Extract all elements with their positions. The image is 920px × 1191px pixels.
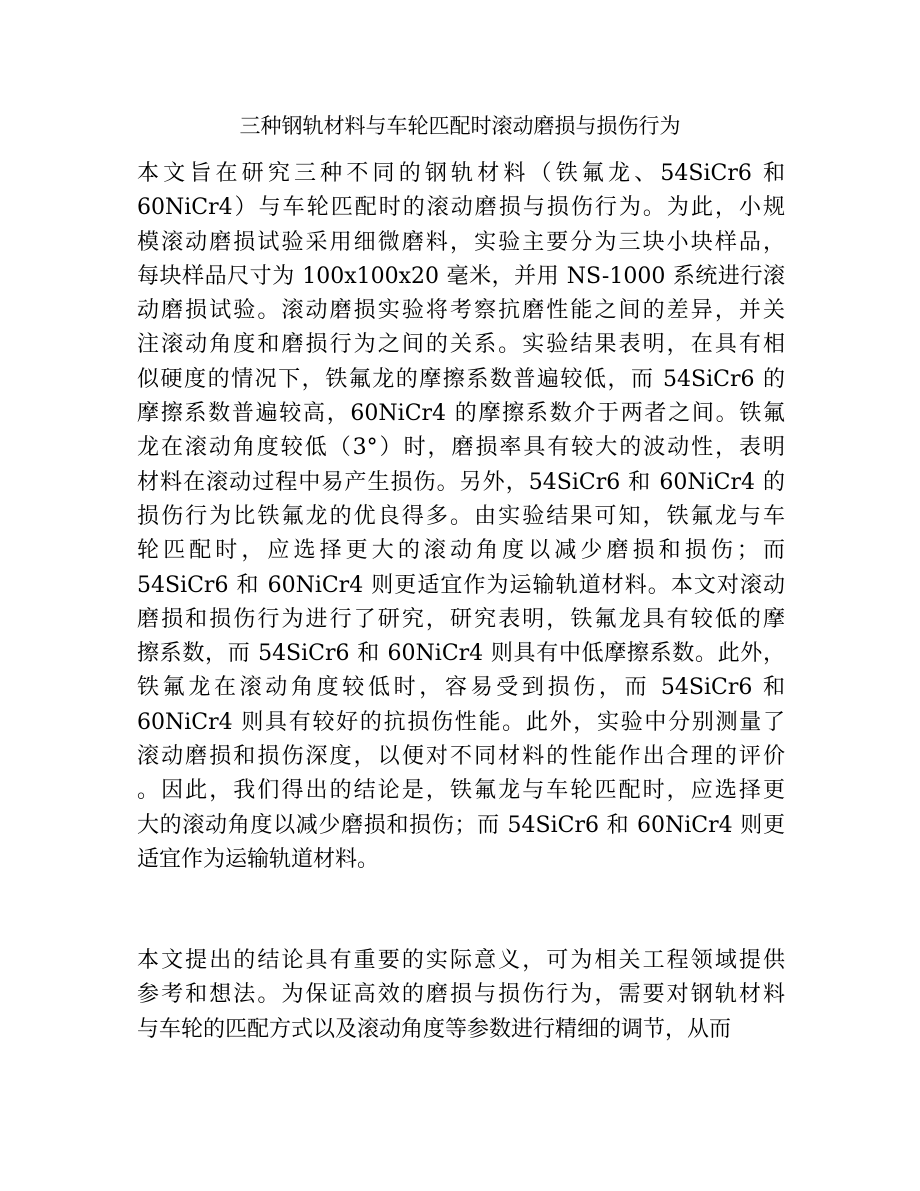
- paragraph-line: 注滚动角度和磨损行为之间的关系。实验结果表明，在具有相: [137, 332, 785, 358]
- body-paragraph-1: [137, 157, 785, 877]
- paragraph-line: 磨损和损伤行为进行了研究，研究表明，铁氟龙具有较低的摩: [137, 606, 785, 632]
- paragraph-line: 每块样品尺寸为 100x100x20 毫米，并用 NS-1000 系统进行滚: [137, 263, 785, 289]
- paragraph-line: 擦系数，而 54SiCr6 和 60NiCr4 则具有中低摩擦系数。此外，: [137, 641, 785, 667]
- body-paragraph-2: [137, 944, 785, 1047]
- paragraph-line: 模滚动磨损试验采用细微磨料，实验主要分为三块小块样品，: [137, 229, 785, 255]
- paragraph-line: 。因此，我们得出的结论是，铁氟龙与车轮匹配时，应选择更: [137, 778, 785, 804]
- paragraph-line: 适宜作为运输轨道材料。: [137, 846, 380, 872]
- paragraph-line: 54SiCr6 和 60NiCr4 则更适宜作为运输轨道材料。本文对滚动: [137, 572, 785, 598]
- paragraph-line: 铁氟龙在滚动角度较低时，容易受到损伤，而 54SiCr6 和: [137, 675, 785, 701]
- document-title: 三种钢轨材料与车轮匹配时滚动磨损与损伤行为: [239, 114, 681, 138]
- paragraph-line: 摩擦系数普遍较高，60NiCr4 的摩擦系数介于两者之间。铁氟: [137, 401, 785, 427]
- paragraph-line: 60NiCr4 则具有较好的抗损伤性能。此外，实验中分别测量了: [137, 709, 785, 735]
- paragraph-line: 本文提出的结论具有重要的实际意义，可为相关工程领域提供: [137, 948, 785, 973]
- paragraph-line: 似硬度的情况下，铁氟龙的摩擦系数普遍较低，而 54SiCr6 的: [137, 366, 785, 392]
- paragraph-line: 参考和想法。为保证高效的磨损与损伤行为，需要对钢轨材料: [137, 982, 785, 1008]
- paragraph-line: 大的滚动角度以减少磨损和损伤；而 54SiCr6 和 60NiCr4 则更: [137, 812, 785, 838]
- paragraph-line: 损伤行为比铁氟龙的优良得多。由实验结果可知，铁氟龙与车: [137, 503, 785, 529]
- paragraph-line: 60NiCr4）与车轮匹配时的滚动磨损与损伤行为。为此，小规: [137, 195, 785, 221]
- paragraph-line: 滚动磨损和损伤深度，以便对不同材料的性能作出合理的评价: [137, 744, 785, 770]
- paragraph-line: 动磨损试验。滚动磨损实验将考察抗磨性能之间的差异，并关: [137, 298, 785, 324]
- paragraph-line: 龙在滚动角度较低（3°）时，磨损率具有较大的波动性，表明: [137, 435, 785, 461]
- paragraph-line: 轮匹配时，应选择更大的滚动角度以减少磨损和损伤；而: [137, 538, 785, 564]
- paragraph-line: 本文旨在研究三种不同的钢轨材料（铁氟龙、54SiCr6 和: [137, 161, 785, 186]
- paragraph-line: 与车轮的匹配方式以及滚动角度等参数进行精细的调节，从而: [137, 1016, 732, 1042]
- paragraph-line: 材料在滚动过程中易产生损伤。另外，54SiCr6 和 60NiCr4 的: [137, 469, 785, 495]
